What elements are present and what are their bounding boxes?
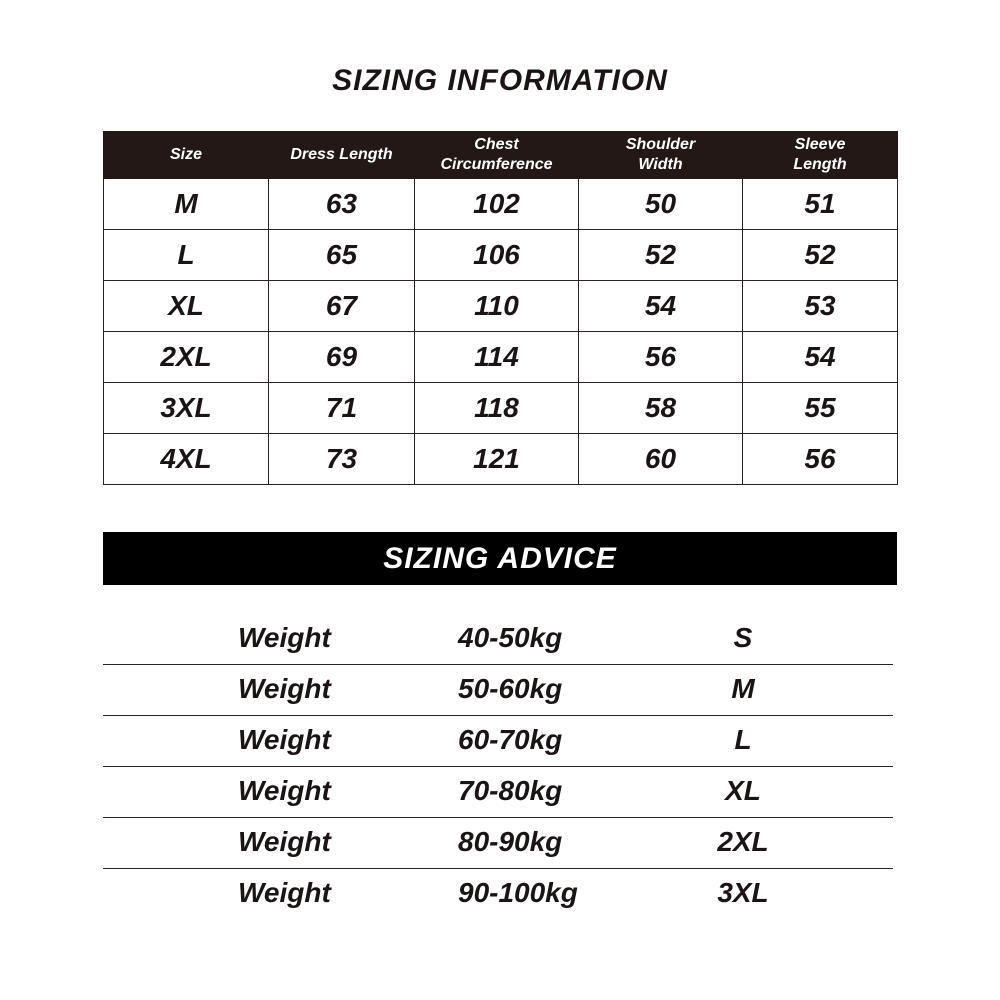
advice-weight-range: 90-100kg xyxy=(458,877,578,908)
cell-shoulder: 52 xyxy=(579,230,743,281)
cell-size: 2XL xyxy=(104,332,269,383)
table-row xyxy=(104,179,898,230)
cell-dress-length: 69 xyxy=(269,332,415,383)
advice-label: Weight xyxy=(238,775,331,806)
cell-sleeve: 54 xyxy=(743,332,898,383)
table-row xyxy=(104,383,898,434)
cell-dress-length: 63 xyxy=(269,179,415,230)
list-item xyxy=(103,818,893,869)
sizing-advice-list xyxy=(103,614,893,919)
list-item xyxy=(103,614,893,665)
cell-dress-length: 73 xyxy=(269,434,415,485)
table-header-row xyxy=(104,132,898,179)
table-row xyxy=(104,281,898,332)
table-row xyxy=(104,230,898,281)
cell-size: 3XL xyxy=(104,383,269,434)
header-shoulder-width: Shoulder Width xyxy=(579,132,743,179)
list-item xyxy=(103,665,893,716)
cell-dress-length: 65 xyxy=(269,230,415,281)
cell-shoulder: 60 xyxy=(579,434,743,485)
cell-shoulder: 54 xyxy=(579,281,743,332)
cell-shoulder: 56 xyxy=(579,332,743,383)
cell-chest: 114 xyxy=(415,332,579,383)
header-chest-circumference: Chest Circumference xyxy=(415,132,579,179)
cell-sleeve: 53 xyxy=(743,281,898,332)
advice-label: Weight xyxy=(238,724,331,755)
cell-dress-length: 71 xyxy=(269,383,415,434)
header-size: Size xyxy=(104,132,269,179)
advice-size: M xyxy=(731,673,755,704)
advice-size: L xyxy=(734,724,752,755)
advice-size: S xyxy=(733,622,753,653)
advice-weight-range: 40-50kg xyxy=(458,622,563,653)
advice-size: 2XL xyxy=(717,826,769,857)
cell-chest: 118 xyxy=(415,383,579,434)
cell-dress-length: 67 xyxy=(269,281,415,332)
sizing-information-title: SIZING INFORMATION xyxy=(332,64,668,97)
advice-label: Weight xyxy=(238,622,331,653)
cell-sleeve: 55 xyxy=(743,383,898,434)
cell-chest: 121 xyxy=(415,434,579,485)
header-dress-length: Dress Length xyxy=(269,132,415,179)
table-row xyxy=(104,332,898,383)
cell-size: 4XL xyxy=(104,434,269,485)
cell-chest: 110 xyxy=(415,281,579,332)
cell-size: L xyxy=(104,230,269,281)
advice-label: Weight xyxy=(238,826,331,857)
cell-size: M xyxy=(104,179,269,230)
cell-shoulder: 50 xyxy=(579,179,743,230)
advice-weight-range: 60-70kg xyxy=(458,724,563,755)
advice-label: Weight xyxy=(238,673,331,704)
advice-label: Weight xyxy=(238,877,331,908)
cell-sleeve: 52 xyxy=(743,230,898,281)
list-item xyxy=(103,716,893,767)
list-item xyxy=(103,767,893,818)
cell-shoulder: 58 xyxy=(579,383,743,434)
advice-size: 3XL xyxy=(717,877,769,908)
sizing-advice-title: SIZING ADVICE xyxy=(103,532,897,585)
advice-weight-range: 80-90kg xyxy=(458,826,563,857)
cell-sleeve: 51 xyxy=(743,179,898,230)
advice-weight-range: 70-80kg xyxy=(458,775,563,806)
advice-weight-range: 50-60kg xyxy=(458,673,563,704)
advice-size: XL xyxy=(725,775,761,806)
header-sleeve-length: Sleeve Length xyxy=(743,132,898,179)
cell-chest: 106 xyxy=(415,230,579,281)
sizing-information-table xyxy=(103,131,898,485)
cell-sleeve: 56 xyxy=(743,434,898,485)
list-item xyxy=(103,869,893,919)
table-row xyxy=(104,434,898,485)
cell-size: XL xyxy=(104,281,269,332)
cell-chest: 102 xyxy=(415,179,579,230)
